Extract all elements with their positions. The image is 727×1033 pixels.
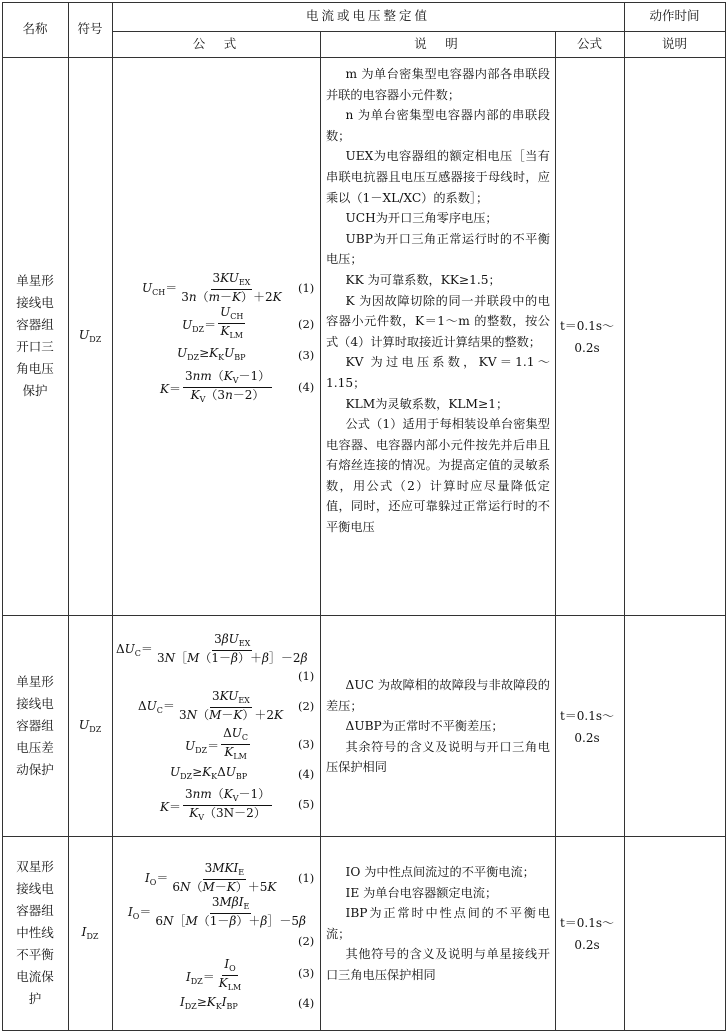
row-1-formula-1: $U_{CH}=$ $\frac{3KU_{EX}}{3n(m-K)+2K}$ bbox=[142, 271, 282, 304]
col-line-5 bbox=[624, 2, 625, 1031]
header-setting-value: 电流或电压整定值 bbox=[305, 8, 430, 24]
row-2-eq-5: (5) bbox=[298, 797, 315, 811]
row-1-description: m 为单台密集型电容器内部各串联段并联的电容器小元件数； n 为单台密集型电容器内部的串联段数； UEX为电容器组的额定相电压［当有串联电抗器且电压互感器接于母线时，应乘以（1－XL/XC）的系数］； UCH为开口三角零序电压； UBP为开口三角正常运行时的不平衡电压； KK 为可靠系数，KK≥1.5； K 为因故障切除的同一并联段中的电容器小元件数，K＝1～m 的整数，按公式（4）计算时取接近计算结果的整数； KV 为过电压系数，KV＝1.1～1.15； KLM为灵敏系数，KLM≥1； 公式（1）适用于每相装设单台密集型电容器、电容器内部小元件按先并后串且有熔丝连接的情况。为提高定值的灵敏系数，用公式（2）计算时应尽量降低定值，同时，还应可靠躲过正常运行时的不平衡电压 bbox=[326, 67, 550, 535]
row-3-eq-4: (4) bbox=[298, 996, 315, 1010]
row-1-formula-2: $U_{DZ}=$ $\frac{U_{CH}}{K_{LM}}$ bbox=[182, 305, 244, 340]
row-3-description: IO 为中性点间流过的不平衡电流； IE 为单台电容器额定电流； IBP为正常时中性点间的不平衡电流； 其他符号的含义及说明与单星接线开口三角电压保护相同 bbox=[326, 865, 550, 982]
row-2-time: t＝0.1s～ 0.2s bbox=[559, 709, 615, 745]
header-time-explanation: 说明 bbox=[661, 35, 687, 51]
header-action-time: 动作时间 bbox=[649, 8, 700, 24]
row-1-eq-3: (3) bbox=[298, 348, 315, 362]
row-1-formula-3: $U_{DZ}\ge K_KU_{BP}$ bbox=[177, 346, 246, 362]
row-1-time: t＝0.1s～ 0.2s bbox=[559, 319, 615, 355]
header-formula: 公 式 bbox=[192, 35, 240, 51]
row-3-symbol: $I_{DZ}$ bbox=[81, 924, 99, 942]
row-1-eq-2: (2) bbox=[298, 317, 315, 331]
row-3-formula-2: $I_O=$ $\frac{3M\beta I_E}{6N[M(1-\beta)+\beta]-5\beta}$ bbox=[128, 895, 306, 928]
row-1-eq-1: (1) bbox=[298, 281, 315, 295]
row-3-formula-3: $I_{DZ}=$ $\frac{I_O}{K_{LM}}$ bbox=[186, 957, 242, 992]
row-1-eq-4: (4) bbox=[298, 380, 315, 394]
row-2-eq-4: (4) bbox=[298, 767, 315, 781]
row-3-eq-2: (2) bbox=[298, 934, 315, 948]
row-1-name: 单星形 接线电 容器组 开口三 角电压 保护 bbox=[16, 273, 54, 398]
row-2-eq-2: (2) bbox=[298, 699, 315, 713]
row-2-formula-5: K＝ $\frac{3nm(K_V-1)}{K_V(3N-2)}$ bbox=[160, 787, 271, 822]
row-3-eq-3: (3) bbox=[298, 966, 315, 980]
header-symbol: 符号 bbox=[77, 21, 103, 37]
row-3-time: t＝0.1s～ 0.2s bbox=[559, 916, 615, 952]
row-2-eq-3: (3) bbox=[298, 737, 315, 751]
row-2-description: ΔUC 为故障相的故障段与非故障段的差压； ΔUBP为正常时不平衡差压； 其余符号的含义及说明与开口三角电压保护相同 bbox=[326, 678, 550, 775]
row-3-name: 双星形 接线电 容器组 中性线 不平衡 电流保 护 bbox=[16, 859, 54, 1006]
row-2-eq-1: (1) bbox=[298, 669, 315, 683]
table-border-bottom bbox=[2, 1030, 725, 1031]
row-1-formula-4: K＝ $\frac{3nm(K_V-1)}{K_V(3n-2)}$ bbox=[160, 369, 271, 404]
row-2-formula-2: $\Delta U_C=$ $\frac{3KU_{EX}}{3N(M-K)+2K}$ bbox=[138, 689, 283, 722]
row-3-eq-1: (1) bbox=[298, 871, 315, 885]
row-3-formula-1: $I_O=$ $\frac{3MKI_E}{6N(M-K)+5K}$ bbox=[145, 861, 277, 894]
row-2-symbol: $U_{DZ}$ bbox=[78, 716, 102, 734]
header-name: 名称 bbox=[22, 21, 48, 37]
row-2-name: 单星形 接线电 容器组 电压差 动保护 bbox=[16, 673, 54, 777]
row-1-symbol: $U_{DZ}$ bbox=[78, 327, 102, 345]
header-explanation: 说 明 bbox=[414, 35, 461, 51]
row-2-formula-3: $U_{DZ}=$ $\frac{\Delta U_C}{K_{LM}}$ bbox=[185, 726, 249, 761]
header-time-formula: 公式 bbox=[576, 35, 602, 51]
row-3-formula-4: $I_{DZ}\ge K_KI_{BP}$ bbox=[180, 995, 238, 1011]
col-line-2 bbox=[112, 2, 113, 1031]
row-2-formula-4: $U_{DZ}\ge K_K\Delta U_{BP}$ bbox=[170, 765, 248, 781]
col-line-4 bbox=[555, 31, 556, 1031]
col-line-3 bbox=[320, 31, 321, 1031]
col-line-6 bbox=[725, 2, 726, 1031]
row-2-formula-1: $\Delta U_C=$ $\frac{3\beta U_{EX}}{3N[M(1-\beta)+\beta]-2\beta}$ bbox=[116, 632, 308, 665]
